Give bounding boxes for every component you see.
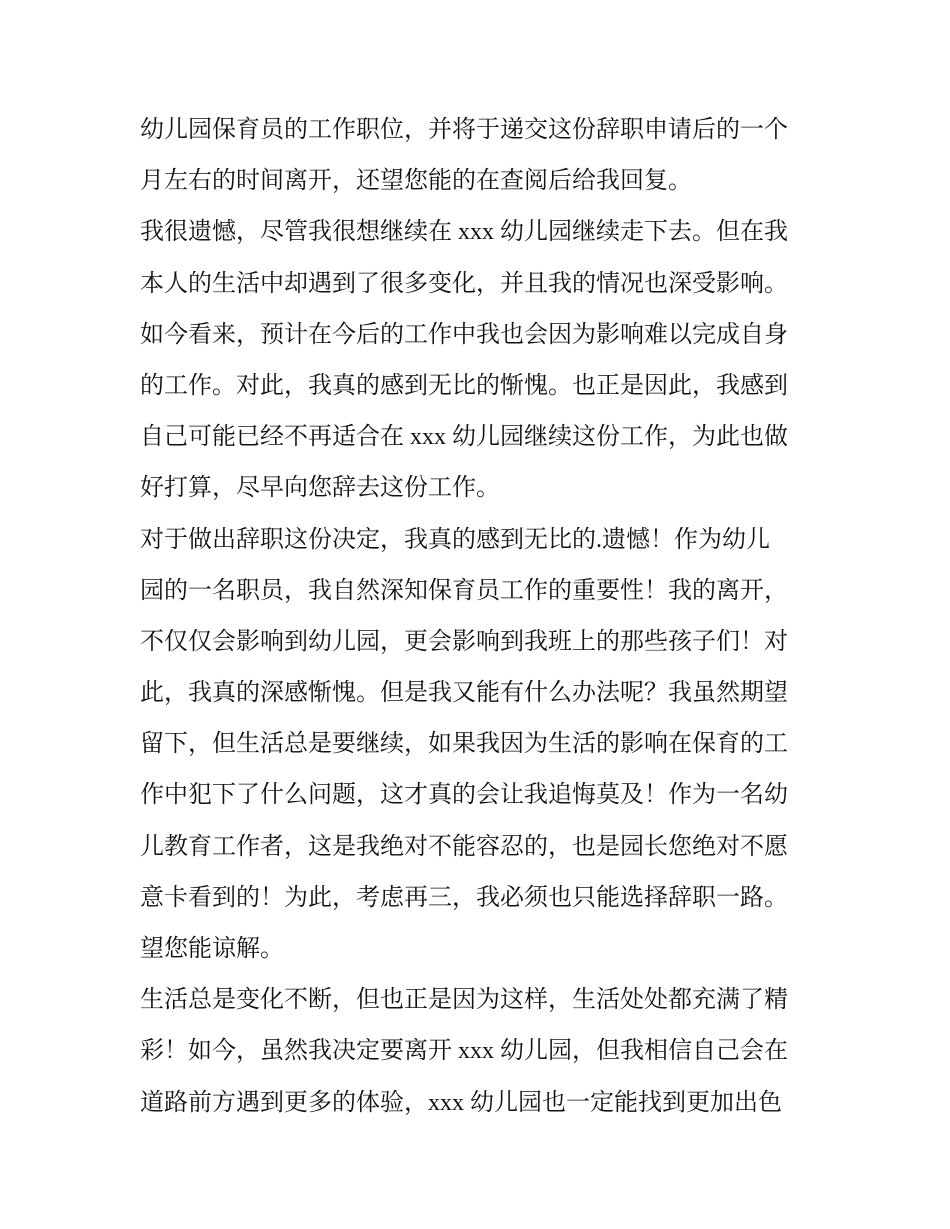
document-body xyxy=(140,105,820,1129)
text-line: 我很遗憾，尽管我很想继续在 xxx 幼儿园继续走下去。但在我 xyxy=(140,219,788,246)
text-line: 意卡看到的！为此，考虑再三，我必须也只能选择辞职一路。 xyxy=(140,884,788,911)
text-line: 本人的生活中却遇到了很多变化，并且我的情况也深受影响。 xyxy=(140,270,788,297)
text-line: 留下，但生活总是要继续，如果我因为生活的影响在保育的工 xyxy=(140,731,788,758)
text-line: 道路前方遇到更多的体验，xxx 幼儿园也一定能找到更加出色 xyxy=(140,1089,782,1116)
text-line: 望您能谅解。 xyxy=(140,936,284,962)
text-line: 彩！如今，虽然我决定要离开 xxx 幼儿园，但我相信自己会在 xyxy=(140,1038,788,1065)
text-line: 幼儿园保育员的工作职位，并将于递交这份辞职申请后的一个 xyxy=(140,117,788,143)
text-line: 园的一名职员，我自然深知保育员工作的重要性！我的离开， xyxy=(140,577,788,604)
text-line: 作中犯下了什么问题，这才真的会让我追悔莫及！作为一名幼 xyxy=(140,782,788,809)
text-line: 的工作。对此，我真的感到无比的惭愧。也正是因此，我感到 xyxy=(140,372,788,399)
text-line: 此，我真的深感惭愧。但是我又能有什么办法呢？我虽然期望 xyxy=(140,680,788,707)
text-line: 生活总是变化不断，但也正是因为这样，生活处处都充满了精 xyxy=(140,987,788,1014)
text-line: 不仅仅会影响到幼儿园，更会影响到我班上的那些孩子们！对 xyxy=(140,628,788,655)
text-line: 对于做出辞职这份决定，我真的感到无比的.遗憾！作为幼儿 xyxy=(140,526,770,553)
text-line: 如今看来，预计在今后的工作中我也会因为影响难以完成自身 xyxy=(140,321,788,348)
text-line: 儿教育工作者，这是我绝对不能容忍的，也是园长您绝对不愿 xyxy=(140,833,788,860)
text-line: 月左右的时间离开，还望您能的在查阅后给我回复。 xyxy=(140,168,692,195)
text-line: 好打算，尽早向您辞去这份工作。 xyxy=(140,475,500,502)
text-line: 自己可能已经不再适合在 xxx 幼儿园继续这份工作，为此也做 xyxy=(140,424,788,451)
